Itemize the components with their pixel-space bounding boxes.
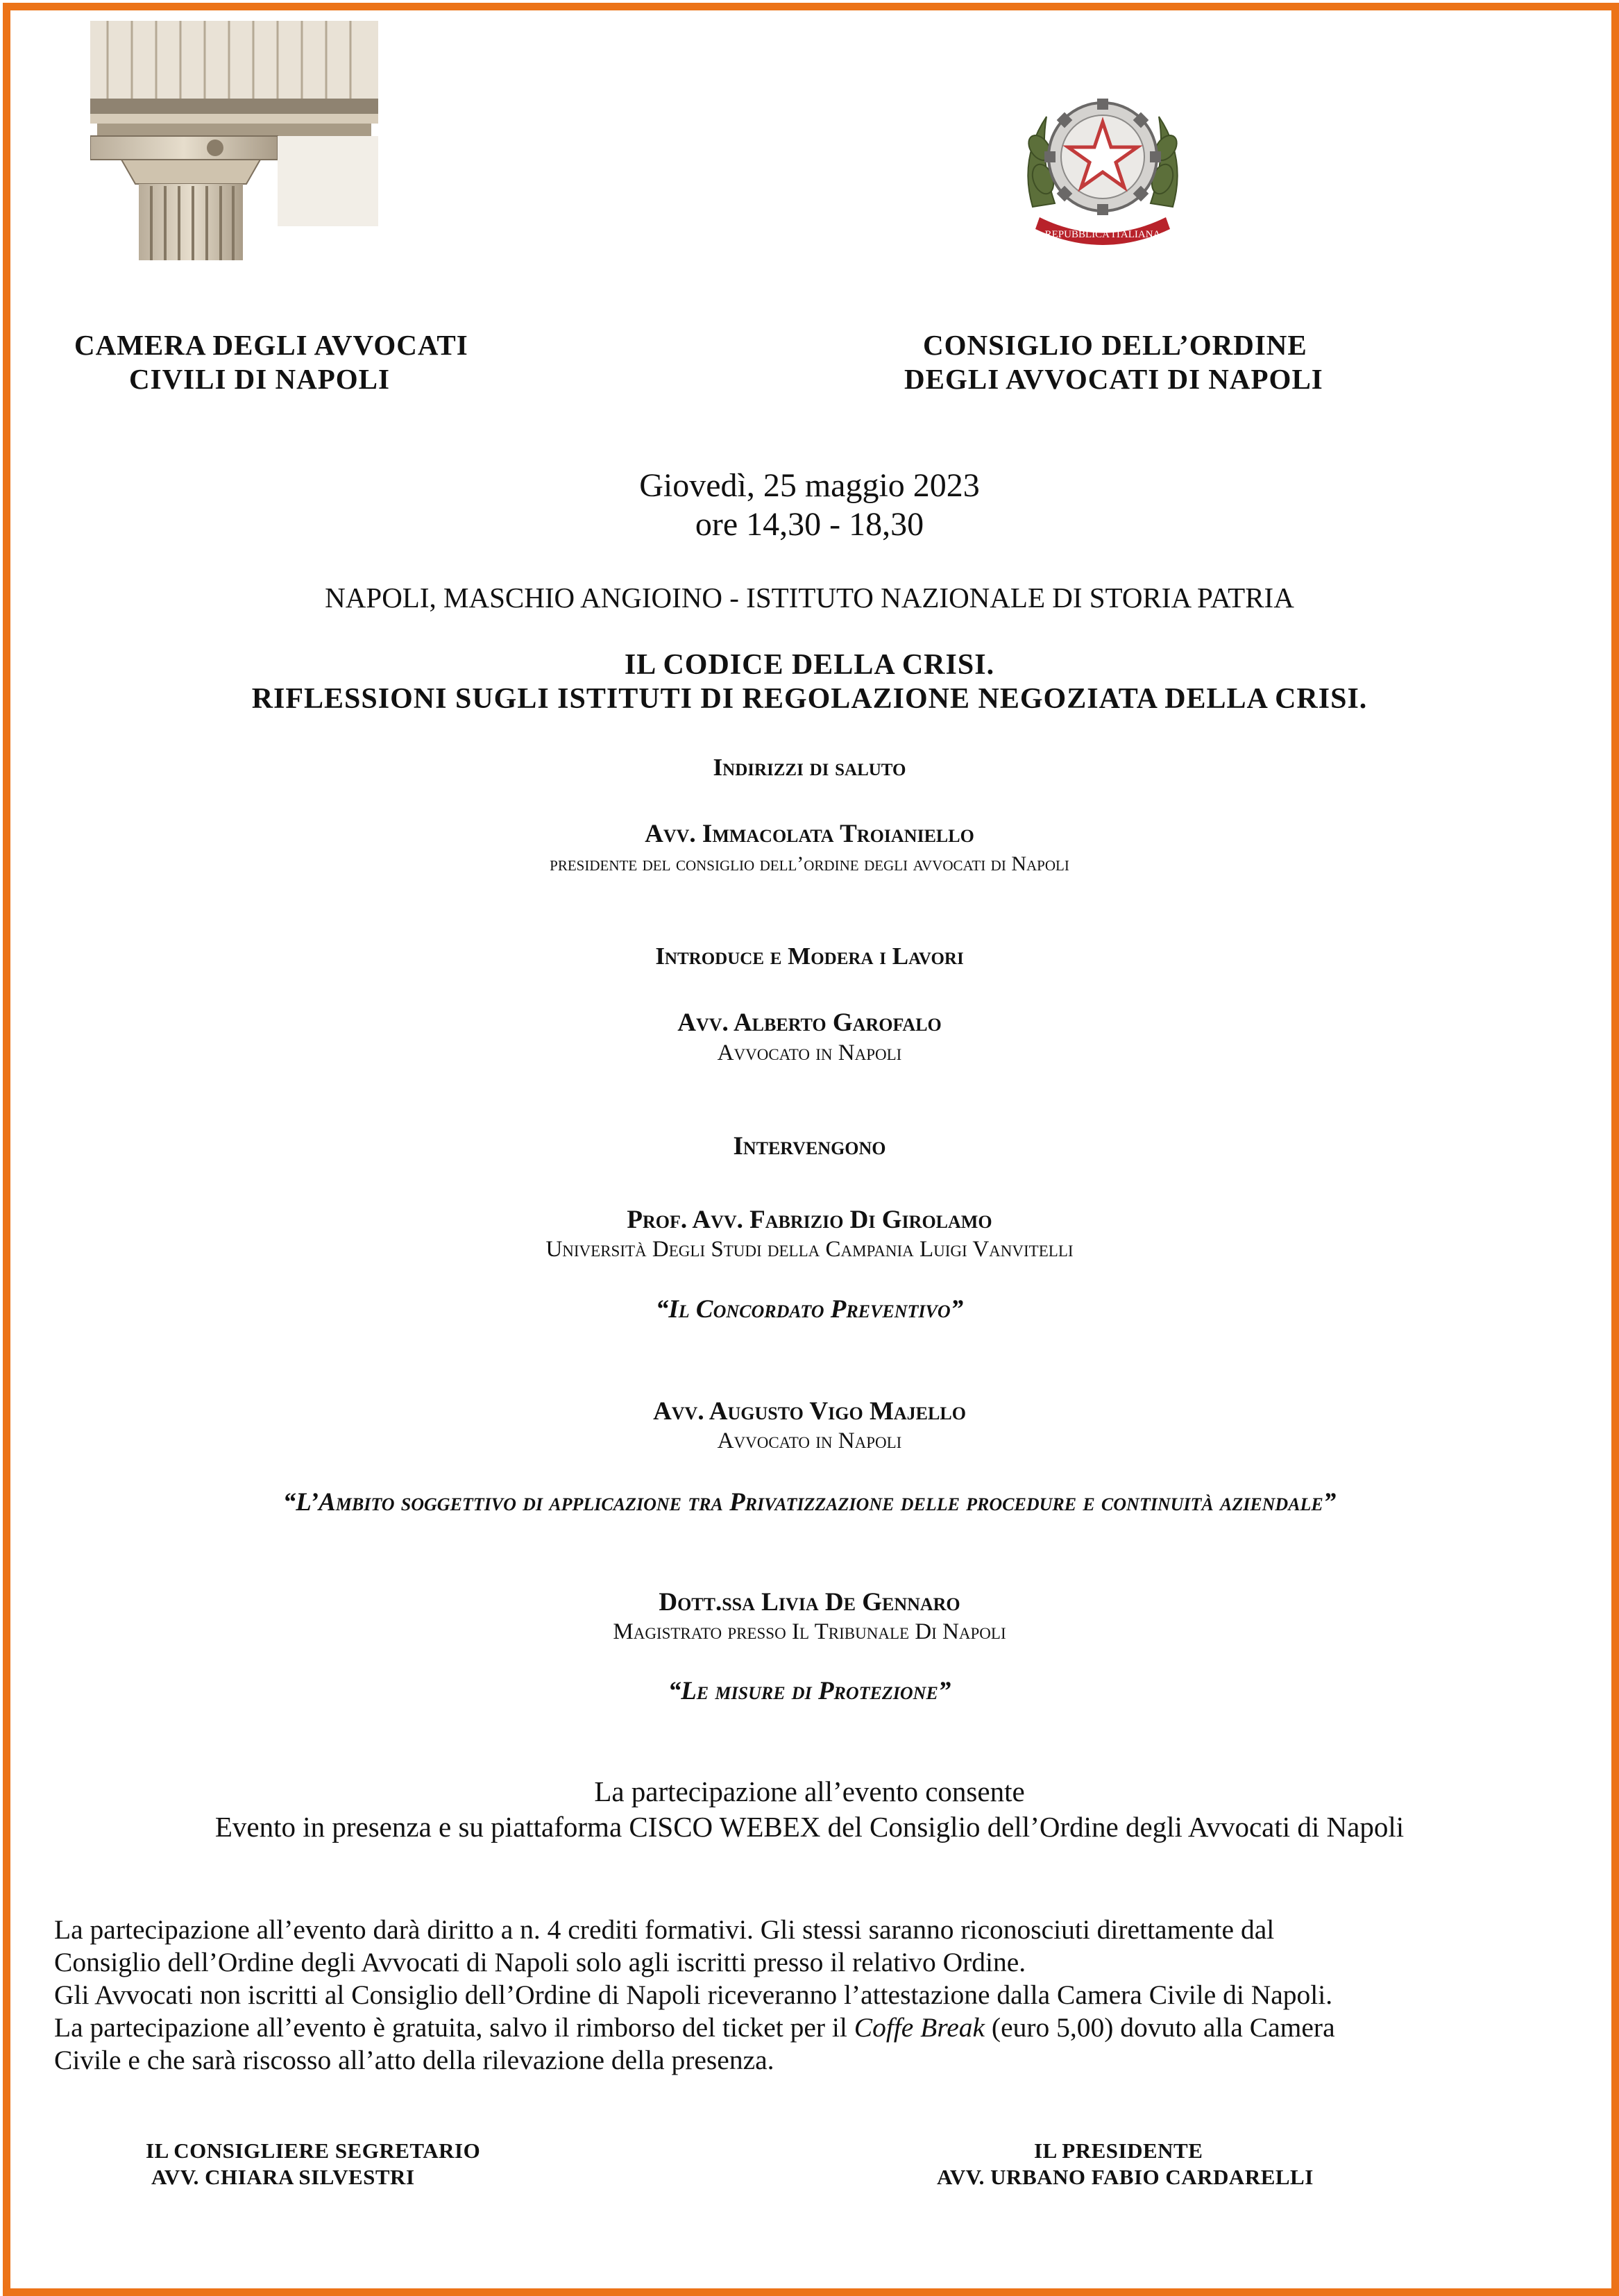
notes-paragraph <box>54 1914 1567 2077</box>
notes-line1: La partecipazione all’evento darà diritto a n. 4 crediti formativi. Gli stessi saranno riconosciuti direttamente dal <box>54 1914 1275 1945</box>
emblem-ribbon-text: REPUBBLICA ITALIANA <box>1044 229 1161 240</box>
notes-line4-italic: Coffe Break <box>854 2012 985 2043</box>
notes-line2: Consiglio dell’Ordine degli Avvocati di Napoli solo agli iscritti presso il relativo Ordine. <box>54 1947 1026 1977</box>
greetings-heading: Indirizzi di saluto <box>713 754 906 781</box>
event-time: ore 14,30 - 18,30 <box>695 506 924 543</box>
italian-republic-emblem <box>1012 75 1194 257</box>
event-venue: NAPOLI, MASCHIO ANGIOINO - ISTITUTO NAZIONALE DI STORIA PATRIA <box>325 582 1294 614</box>
greeting-role: presidente del consiglio dell’ordine degli avvocati di Napoli <box>550 852 1069 875</box>
moderator-heading: Introduce e Modera i Lavori <box>655 943 964 970</box>
event-title-line1: IL CODICE DELLA CRISI. <box>624 649 995 681</box>
speaker3-role: Magistrato presso Il Tribunale Di Napoli <box>613 1619 1006 1644</box>
speaker3-topic: “Le misure di Protezione” <box>668 1677 951 1705</box>
signature-left-name: AVV. CHIARA SILVESTRI <box>151 2165 415 2189</box>
header-left-line2: CIVILI DI NAPOLI <box>129 363 390 395</box>
moderator-role: Avvocato in Napoli <box>717 1040 902 1065</box>
speaker1-name: Prof. Avv. Fabrizio Di Girolamo <box>627 1206 992 1234</box>
participation-line1: La partecipazione all’evento consente <box>594 1775 1025 1807</box>
participation-line2: Evento in presenza e su piattaforma CISCO WEBEX del Consiglio dell’Ordine degli Avvocati di Napoli <box>214 1811 1405 1843</box>
speaker1-role: Università Degli Studi della Campania Luigi Vanvitelli <box>545 1237 1074 1262</box>
notes-line4-part-a: La partecipazione all’evento è gratuita, salvo il rimborso del ticket per il <box>54 2012 854 2043</box>
speaker1-topic: “Il Concordato Preventivo” <box>655 1295 964 1324</box>
notes-line3: Gli Avvocati non iscritti al Consiglio dell’Ordine di Napoli riceveranno l’attestazione dalla Camera Civile di Napoli. <box>54 1980 1333 2010</box>
header-right-line2: DEGLI AVVOCATI DI NAPOLI <box>904 363 1323 395</box>
greeting-speaker: Avv. Immacolata Troianiello <box>645 820 974 848</box>
speakers-heading: Intervengono <box>733 1132 886 1160</box>
speaker2-name: Avv. Augusto Vigo Majello <box>653 1397 966 1426</box>
signature-left-title: IL CONSIGLIERE SEGRETARIO <box>146 2138 481 2163</box>
speaker2-role: Avvocato in Napoli <box>717 1428 902 1453</box>
header-right-line1: CONSIGLIO DELL’ORDINE <box>923 329 1307 361</box>
notes-line4-part-b: (euro 5,00) dovuto alla Camera <box>985 2012 1335 2043</box>
notes-line5: Civile e che sarà riscosso all’atto della rilevazione della presenza. <box>54 2045 774 2075</box>
speaker2-topic: “L’Ambito soggettivo di applicazione tra Privatizzazione delle procedure e continuità aziendale” <box>282 1488 1337 1517</box>
signature-right-title: IL PRESIDENTE <box>1034 2138 1203 2163</box>
event-title-line2: RIFLESSIONI SUGLI ISTITUTI DI REGOLAZIONE NEGOZIATA DELLA CRISI. <box>251 683 1368 715</box>
speaker3-name: Dott.ssa Livia De Gennaro <box>659 1588 960 1617</box>
notes-line4 <box>54 2011 1567 2044</box>
header-left-line1: CAMERA DEGLI AVVOCATI <box>74 329 468 361</box>
event-date: Giovedì, 25 maggio 2023 <box>639 467 980 504</box>
camera-civile-column-logo <box>90 21 378 260</box>
signature-right-name: AVV. URBANO FABIO CARDARELLI <box>937 2165 1314 2189</box>
moderator-name: Avv. Alberto Garofalo <box>677 1008 942 1037</box>
